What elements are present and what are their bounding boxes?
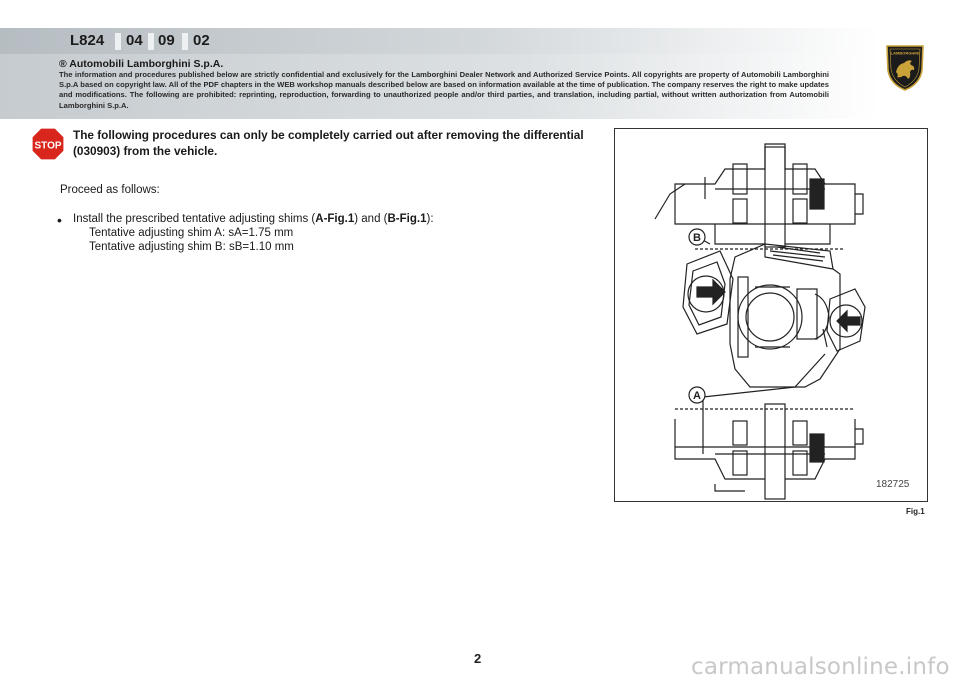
logo-wordmark: LAMBORGHINI [890,50,920,56]
install-text-mid: ) and ( [354,213,388,225]
callout-b: B [693,232,701,244]
figure-number: 182725 [876,479,910,490]
warning-text: The following procedures can only be completely carried out after removing the differential (030903) from the vehicle. [73,128,584,158]
install-instruction [73,213,434,225]
page-number: 2 [474,651,482,666]
stop-sign-label: STOP [34,140,62,152]
shim-b-spec: Tentative adjusting shim B: sB=1.10 mm [89,241,294,253]
copyright-text: The information and procedures published below are strictly confidential and exclusively for the Lamborghini Dealer Network and Authorized Service Points. All copyrights are property of Automobili Lamborghini S.p.A based on copyright law. All of the PDF chapters in the WEB workshop manuals described below are based on information available at the time of publication. The company reserves the right to make updates and modifications. The following are prohibited: reprinting, reproduction, forwarding to unauthorized people and/or third parties, and translation, including partial, without written authorization from Automobili Lamborghini S.p.A. [59,70,829,110]
code-separator [115,33,121,50]
lamborghini-logo [884,42,926,92]
differential-illustration [615,129,927,501]
copyright-title: ® Automobili Lamborghini S.p.A. [59,58,224,70]
document-code-bar [0,28,880,54]
shim-a-spec: Tentative adjusting shim A: sA=1.75 mm [89,227,294,239]
watermark-text: carmanualsonline.info [691,654,950,680]
proceed-text: Proceed as follows: [60,184,160,196]
code-separator [182,33,188,50]
ref-shim-b: B-Fig.1 [387,213,427,225]
stop-sign-icon [31,127,65,161]
code-separator [148,33,154,50]
code-section: 02 [193,32,210,49]
install-text-start: Install the prescribed tentative adjusting shims ( [73,213,316,225]
callout-a: A [693,390,701,402]
code-group: 04 [126,32,143,49]
bullet-marker: • [57,212,62,228]
install-text-end: ): [426,213,434,225]
figure-label: Fig.1 [906,507,925,516]
ref-shim-a: A-Fig.1 [315,213,355,225]
code-model: L824 [70,32,105,49]
code-subgroup: 09 [158,32,175,49]
figure-differential-shims [614,128,928,502]
